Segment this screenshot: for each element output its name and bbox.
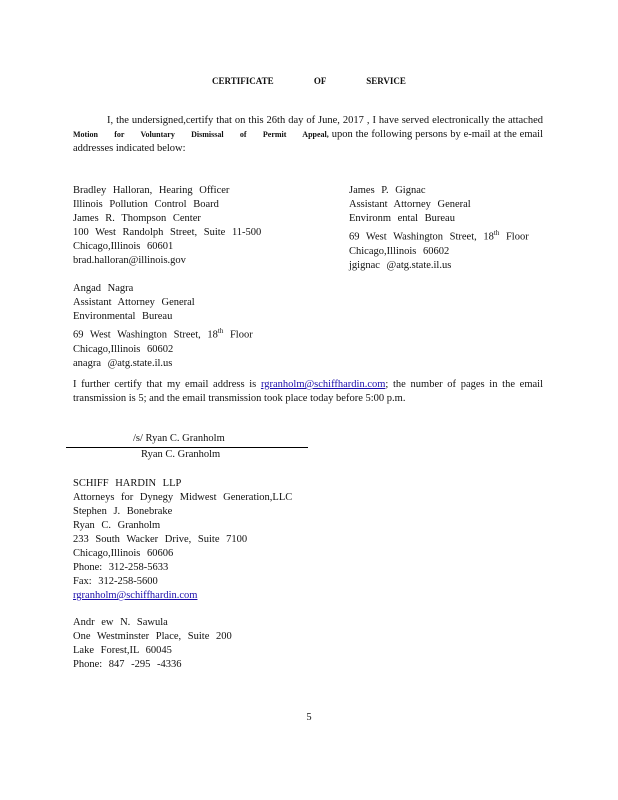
recipient-halloran — [73, 184, 261, 268]
intro-text-2: upon the following persons by e-mail at the email addresses indicated below: — [73, 129, 544, 154]
recipient-line: Assistant Attorney General — [73, 297, 195, 308]
signature-line — [66, 447, 308, 448]
firm-email-link[interactable]: rgranholm@schiffhardin.com — [73, 590, 198, 601]
firm-line: Ryan C. Granholm — [73, 520, 161, 531]
firm-block — [73, 477, 292, 603]
motion-title: Motion for Voluntary Dismissal of Permit Appeal, — [73, 130, 329, 139]
sawula-line: One Westminster Place, Suite 200 — [73, 631, 232, 642]
recipient-line: James R. Thompson Center — [73, 213, 201, 224]
recipient-email: anagra @atg.state.il.us — [73, 357, 173, 369]
recipient-line: Chicago,Illinois 60601 — [73, 241, 174, 252]
recipient-email: brad.halloran@illinois.gov — [73, 255, 186, 266]
firm-line: Chicago,Illinois 60606 — [73, 548, 174, 559]
recipient-line: Chicago,Illinois 60602 — [349, 245, 450, 257]
recipient-line: Illinois Pollution Control Board — [73, 199, 219, 210]
sawula-block — [73, 616, 232, 672]
further-text-2: ; the number of pages in the email transmission is 5; and the email transmission took place today before 5:00 p.m. — [73, 379, 543, 404]
recipient-line: Environm ental Bureau — [349, 213, 455, 224]
further-certify-paragraph — [73, 378, 543, 406]
firm-line: Stephen J. Bonebrake — [73, 506, 173, 517]
document-title: CERTIFICATE OF SERVICE — [212, 76, 406, 86]
signature-electronic: /s/ Ryan C. Granholm — [133, 433, 225, 444]
recipient-line: Angad Nagra — [73, 283, 134, 294]
recipient-address-line: 69 West Washington Street, 18th Floor — [349, 229, 529, 243]
sawula-line: Lake Forest,IL 60045 — [73, 645, 172, 656]
intro-paragraph — [73, 114, 543, 156]
recipient-address-line: 69 West Washington Street, 18th Floor — [73, 327, 253, 341]
further-text-1: I further certify that my email address is — [73, 379, 257, 390]
firm-line: 233 South Wacker Drive, Suite 7100 — [73, 534, 248, 545]
recipient-email: jgignac @atg.state.il.us — [349, 259, 452, 271]
recipient-line: Assistant Attorney General — [349, 199, 471, 210]
sawula-line: Phone: 847 -295 -4336 — [73, 659, 182, 670]
email-link[interactable]: rgranholm@schiffhardin.com — [260, 379, 386, 390]
sawula-line: Andr ew N. Sawula — [73, 617, 168, 628]
recipient-nagra — [73, 282, 253, 371]
firm-line: Phone: 312-258-5633 — [73, 562, 169, 573]
signature-name: Ryan C. Granholm — [141, 449, 221, 460]
firm-line: Attorneys for Dynegy Midwest Generation,LLC — [73, 492, 293, 503]
recipient-line: Bradley Halloran, Hearing Officer — [73, 185, 230, 196]
firm-line: Fax: 312-258-5600 — [73, 576, 158, 587]
firm-line: SCHIFF HARDIN LLP — [73, 478, 182, 489]
recipient-line: Chicago,Illinois 60602 — [73, 343, 174, 355]
page-number: 5 — [306, 712, 312, 723]
recipient-line: 100 West Randolph Street, Suite 11-500 — [73, 227, 262, 238]
recipient-line: Environmental Bureau — [73, 311, 173, 322]
recipient-line: James P. Gignac — [349, 185, 426, 196]
intro-text-1: I, the undersigned,certify that on this 26th day of June, 2017 , I have served electronically the attached — [107, 115, 543, 126]
recipient-gignac — [349, 184, 529, 273]
